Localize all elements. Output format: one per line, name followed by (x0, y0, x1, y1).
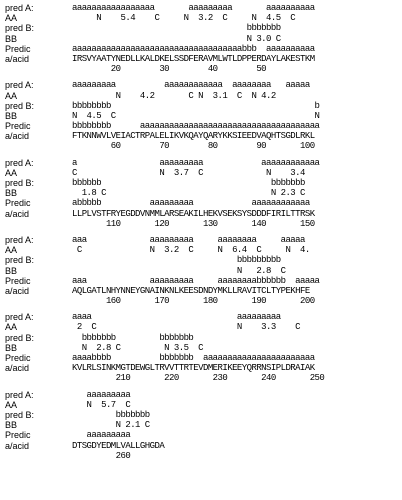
row-label: pred A: (5, 3, 34, 13)
row-sequence: 160 170 180 190 200 (72, 296, 315, 307)
row-sequence: N 4.5 C N (72, 110, 320, 121)
alignment-block-3 (5, 158, 399, 229)
row-label: AA (5, 13, 18, 24)
row-label: BB (5, 33, 18, 44)
row-sequence: IRSVYAATYNEDLLKALDKELSSDFERAVMLWTLDPPERDAYLAKESTKM (72, 53, 315, 64)
row-label: a/acid (5, 131, 30, 142)
row-sequence: abbbbb aaaaaaaaa aaaaaaaaaaaa (72, 198, 310, 209)
row-pred-b (5, 410, 399, 420)
row-sequence: aaaa aaaaaaaaa (72, 312, 281, 323)
row-amino-acid (5, 441, 399, 451)
row-predic (5, 121, 399, 131)
row-sequence: 2 C N 3.3 C (72, 322, 300, 333)
row-sequence: N 4.2 C N 3.1 C N 4.2 (72, 90, 276, 101)
row-pred-a (5, 235, 399, 245)
row-sequence: 60 70 80 90 100 (72, 141, 315, 152)
row-label: pred B: (5, 332, 35, 343)
row-sequence: FTKNNWVLVEIACTRPALELIKVKQAYQARYKKSIEEDVAQHTSGDLRKL (72, 131, 315, 142)
row-label (5, 219, 72, 229)
row-label: a/acid (5, 208, 30, 219)
row-bb (5, 188, 399, 198)
row-amino-acid (5, 131, 399, 141)
row-sequence: AQLGATLNHYNNEYGNAINKNLKEESDNDYMKLLRAVITCLTYPEKHFE (72, 285, 310, 296)
row-position-numbers (5, 219, 399, 229)
row-sequence: a aaaaaaaaa aaaaaaaaaaaa (72, 157, 320, 168)
alignment-block-6 (5, 390, 399, 461)
row-sequence: aaa aaaaaaaaa aaaaaaaa aaaaa (72, 234, 305, 245)
row-bb (5, 343, 399, 353)
row-aa (5, 13, 399, 23)
row-aa (5, 91, 399, 101)
row-label: a/acid (5, 363, 30, 374)
row-sequence: N 2.8 C N 3.5 C (72, 342, 203, 353)
row-sequence: bbbbbbbbb (72, 255, 281, 266)
row-sequence: aaaaaaaaaaaaaaaaaaaaaaaaaaaaaaaaaaabbb aaaaaaaaaa (72, 43, 315, 54)
row-sequence: DTSGDYEDMLVALLGHGDA (72, 440, 165, 451)
alignment-block-2 (5, 80, 399, 151)
row-sequence: 210 220 230 240 250 (72, 373, 325, 384)
row-label: pred B: (5, 100, 35, 111)
row-position-numbers (5, 373, 399, 383)
row-bb (5, 34, 399, 44)
row-sequence: bbbbbbbb aaaaaaaaaaaaaaaaaaaaaaaaaaaaaaaaaaaaa (72, 121, 320, 132)
row-sequence: C N 3.2 C N 6.4 C N 4. (72, 245, 310, 256)
row-label: Predic (5, 353, 31, 363)
row-label: a/acid (5, 53, 30, 64)
row-label: BB (5, 188, 18, 199)
row-sequence: 1.8 C N 2.3 C (72, 188, 305, 199)
row-sequence: aaaaaaaaa (72, 430, 131, 441)
row-sequence: aaaaaaaaa aaaaaaaaaaaa aaaaaaaa aaaaa (72, 80, 310, 91)
row-amino-acid (5, 286, 399, 296)
row-aa (5, 322, 399, 332)
row-label (5, 141, 72, 151)
row-pred-a (5, 80, 399, 90)
row-position-numbers (5, 296, 399, 306)
row-label: Predic (5, 430, 31, 441)
sequence-alignment-document (5, 3, 399, 497)
row-predic (5, 430, 399, 440)
row-sequence: KVLRLSINKMGTDEWGLTRVVTTRTEVDMERIKEEYQRRNSIPLDRAIAK (72, 363, 315, 374)
row-sequence: LLPLVSTFRYEGDDVNMMLARSEAKILHEKVSEKSYSDDDFIRILTTRSK (72, 208, 315, 219)
row-position-numbers (5, 64, 399, 74)
row-label (5, 64, 72, 74)
row-aa (5, 400, 399, 410)
row-label: pred B: (5, 255, 35, 266)
row-sequence: aaaabbbb bbbbbbb aaaaaaaaaaaaaaaaaaaaaaa (72, 353, 315, 363)
row-amino-acid (5, 54, 399, 64)
row-aa (5, 168, 399, 178)
row-label: BB (5, 265, 18, 276)
row-aa (5, 245, 399, 255)
row-label: BB (5, 110, 18, 121)
row-amino-acid (5, 363, 399, 373)
row-sequence: bbbbbbbb b (72, 100, 320, 111)
row-sequence: bbbbbbb bbbbbbb (72, 332, 194, 343)
row-predic (5, 276, 399, 286)
row-label: AA (5, 90, 18, 101)
row-label: AA (5, 399, 18, 410)
row-sequence: bbbbbb bbbbbbb (72, 178, 305, 188)
row-pred-a (5, 158, 399, 168)
alignment-block-4 (5, 235, 399, 306)
row-amino-acid (5, 209, 399, 219)
row-pred-b (5, 23, 399, 33)
row-label: AA (5, 245, 18, 256)
row-sequence: N 5.7 C (72, 399, 131, 410)
row-label: pred B: (5, 409, 35, 420)
row-sequence: aaa aaaaaaaaa aaaaaaaabbbbbb aaaaa (72, 275, 320, 286)
row-label: pred B: (5, 178, 35, 188)
row-predic (5, 353, 399, 363)
row-label: pred A: (5, 312, 34, 323)
row-pred-b (5, 255, 399, 265)
row-sequence: 110 120 130 140 150 (72, 218, 315, 229)
row-bb (5, 420, 399, 430)
row-label: pred B: (5, 23, 35, 34)
row-predic (5, 44, 399, 54)
row-label (5, 296, 72, 306)
row-position-numbers (5, 451, 399, 461)
row-pred-b (5, 101, 399, 111)
row-bb (5, 266, 399, 276)
row-bb (5, 111, 399, 121)
row-sequence: N 2.1 C (72, 420, 150, 431)
row-sequence: N 5.4 C N 3.2 C N 4.5 C (72, 13, 296, 24)
row-sequence: aaaaaaaaaaaaaaaaa aaaaaaaaa aaaaaaaaaa (72, 3, 315, 13)
row-label: pred A: (5, 389, 34, 400)
row-label: Predic (5, 198, 31, 209)
row-label: Predic (5, 43, 31, 54)
row-label: AA (5, 167, 18, 178)
row-sequence: 260 (72, 450, 131, 461)
row-pred-b (5, 333, 399, 343)
row-pred-a (5, 390, 399, 400)
row-sequence: N 2.8 C (72, 265, 286, 276)
row-sequence: C N 3.7 C N 3.4 (72, 167, 305, 178)
row-sequence: bbbbbbb (72, 409, 150, 420)
row-position-numbers (5, 141, 399, 151)
alignment-block-5 (5, 312, 399, 383)
row-label: pred A: (5, 234, 34, 245)
row-sequence: bbbbbbb (72, 23, 281, 34)
row-label: Predic (5, 121, 31, 132)
row-predic (5, 198, 399, 208)
row-label: Predic (5, 275, 31, 286)
row-pred-a (5, 3, 399, 13)
row-sequence: 20 30 40 50 (72, 64, 267, 75)
row-label: BB (5, 420, 18, 431)
row-label: pred A: (5, 80, 34, 91)
row-pred-a (5, 312, 399, 322)
row-label: a/acid (5, 285, 30, 296)
row-label: BB (5, 342, 18, 353)
row-label: AA (5, 322, 18, 333)
alignment-block-1 (5, 3, 399, 74)
row-label (5, 451, 72, 461)
row-pred-b (5, 178, 399, 188)
row-label: pred A: (5, 157, 34, 168)
row-label: a/acid (5, 440, 30, 451)
row-sequence: aaaaaaaaa (72, 389, 131, 400)
row-sequence: N 3.0 C (72, 33, 281, 44)
row-label (5, 373, 72, 383)
